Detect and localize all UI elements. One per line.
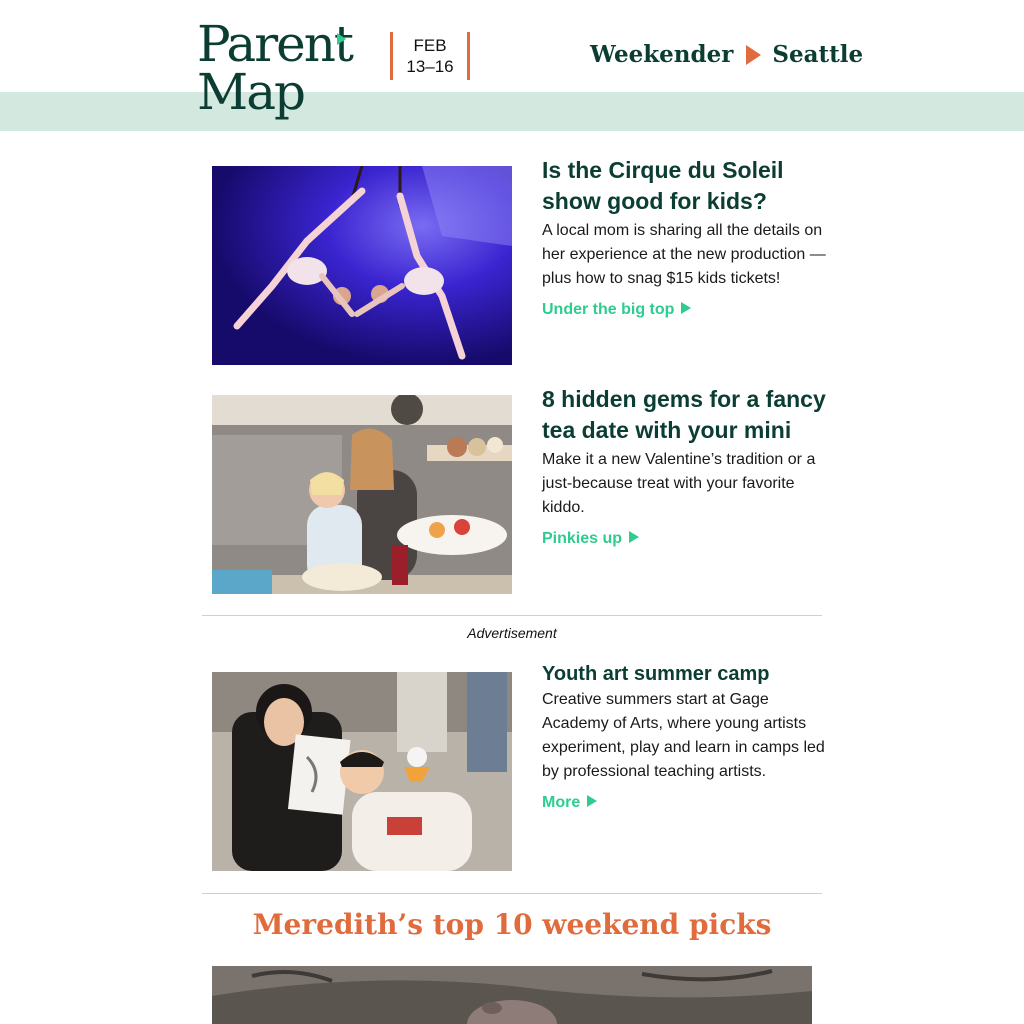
arrow-right-icon (587, 795, 597, 807)
header-band (0, 92, 1024, 131)
article-2-title[interactable]: 8 hidden gems for a fancy tea date with your mini (542, 386, 826, 443)
ad-image[interactable] (212, 672, 512, 871)
logo-word-parent: Parent (197, 15, 352, 73)
article-2-link-label: Pinkies up (542, 530, 623, 547)
issue-date-month: FEB (413, 36, 447, 55)
edition-arrow-icon (746, 45, 761, 65)
divider (202, 615, 822, 616)
picks-hero-image[interactable] (212, 966, 812, 1024)
hippo-photo-icon (212, 966, 812, 1024)
ad-link[interactable] (542, 794, 597, 812)
ad-link-label: More (542, 794, 581, 811)
advertisement-label: Advertisement (467, 625, 557, 641)
aerial-acrobats-photo-icon (212, 166, 512, 365)
article-1-description: A local mom is sharing all the details on her experience at the new production — plus how to snag $15 kids tickets! (542, 222, 826, 287)
article-2 (542, 384, 827, 548)
art-camp-photo-icon (212, 672, 512, 871)
logo-word-map: Map (197, 63, 305, 121)
article-1 (542, 155, 827, 319)
article-1-link[interactable] (542, 301, 691, 319)
divider (202, 893, 822, 894)
article-2-image[interactable] (212, 395, 512, 594)
arrow-right-icon (629, 531, 639, 543)
issue-date (390, 32, 470, 80)
ad-description: Creative summers start at Gage Academy of Arts, where young artists experiment, play and learn in camps led by professional teaching artists. (542, 691, 825, 780)
parentmap-logo[interactable] (197, 15, 357, 120)
edition-name: Weekender (590, 41, 734, 68)
edition-city: Seattle (772, 41, 864, 68)
article-2-link[interactable] (542, 530, 639, 548)
article-1-image[interactable] (212, 166, 512, 365)
edition-label (590, 38, 864, 72)
article-1-link-label: Under the big top (542, 301, 675, 318)
ad (542, 660, 827, 812)
picks-section-title: Meredith’s top 10 weekend picks (252, 908, 772, 941)
tea-party-photo-icon (212, 395, 512, 594)
arrow-right-icon (681, 302, 691, 314)
logo-play-icon (337, 33, 346, 45)
article-2-description: Make it a new Valentine’s tradition or a just-because treat with your favorite kiddo. (542, 451, 816, 516)
article-1-title[interactable]: Is the Cirque du Soleil show good for kids? (542, 157, 784, 214)
ad-title[interactable]: Youth art summer camp (542, 663, 770, 685)
issue-date-range: 13–16 (406, 57, 454, 76)
